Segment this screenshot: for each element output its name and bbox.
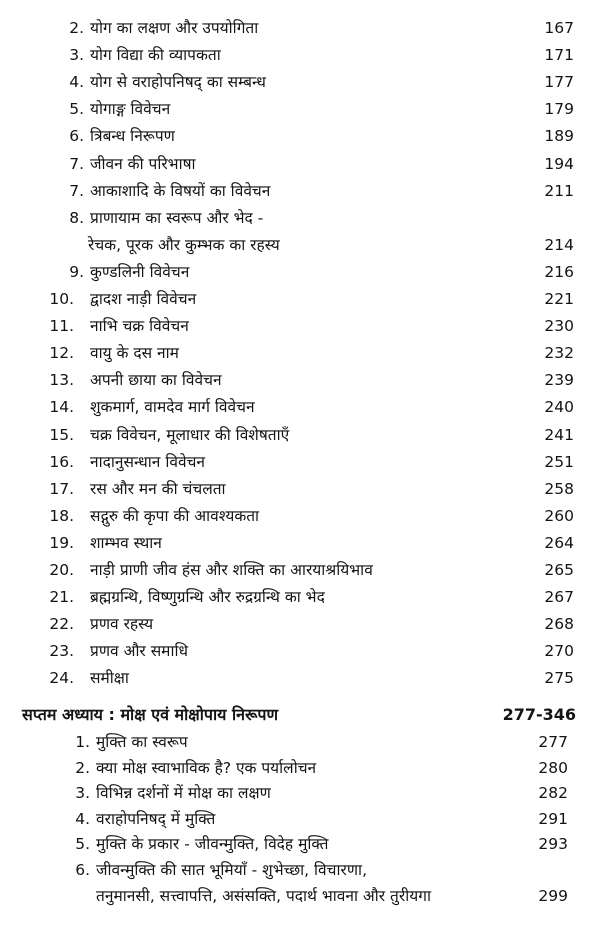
toc-entry [0, 637, 600, 665]
toc-entry [0, 664, 600, 692]
entry-number: 18. [49, 506, 74, 525]
toc-entry [0, 583, 600, 611]
entry-page-number: 177 [544, 73, 574, 92]
entry-number: 1. [75, 733, 90, 751]
toc-entry [0, 177, 600, 205]
toc-entry [0, 14, 600, 42]
entry-number: 4. [75, 809, 90, 828]
entry-number: 8. [69, 208, 84, 227]
entry-title: कुण्डलिनी विवेचन [90, 262, 190, 281]
entry-number: 2. [69, 19, 84, 37]
entry-number: 2. [75, 758, 90, 777]
entry-page-number: 293 [538, 835, 568, 854]
entry-number: 20. [49, 561, 74, 579]
entry-title: जीवन्मुक्ति की सात भूमियाँ - शुभेच्छा, विचारणा, [96, 861, 367, 879]
entry-title: सद्गुरु की कृपा की आवश्यकता [90, 506, 260, 525]
entry-title: प्रणव और समाधि [90, 642, 189, 661]
toc-entry [0, 41, 600, 69]
entry-number: 16. [49, 452, 74, 471]
entry-page-number: 232 [544, 344, 574, 363]
entry-number: 21. [49, 588, 74, 607]
toc-entry [0, 529, 600, 557]
entry-page-number: 179 [544, 100, 574, 119]
entry-page-number: 258 [544, 479, 574, 498]
entry-title: योग से वराहोपनिषद् का सम्बन्ध [90, 73, 266, 92]
toc-entry [0, 150, 600, 178]
entry-title: विभिन्न दर्शनों में मोक्ष का लक्षण [96, 784, 271, 803]
toc-entry [0, 204, 600, 232]
entry-page-number: 299 [538, 886, 568, 905]
entry-title: आकाशादि के विषयों का विवेचन [90, 181, 271, 200]
toc-entry [0, 856, 600, 884]
chapter-title: सप्तम अध्याय : मोक्ष एवं मोक्षोपाय निरूपण [22, 705, 279, 724]
toc-entry [0, 393, 600, 421]
entry-title: समीक्षा [90, 669, 129, 688]
entry-title: त्रिबन्ध निरूपण [90, 127, 175, 146]
entry-title: जीवन की परिभाषा [90, 154, 196, 173]
entry-page-number: 277 [538, 733, 568, 751]
toc-entry [0, 754, 600, 782]
entry-page-number: 211 [544, 181, 574, 200]
toc-entry [0, 882, 600, 910]
entry-number: 15. [49, 425, 74, 444]
entry-page-number: 221 [544, 290, 574, 308]
entry-title: द्वादश नाड़ी विवेचन [90, 290, 197, 308]
entry-number: 6. [69, 127, 84, 146]
entry-title: वराहोपनिषद् में मुक्ति [96, 809, 216, 828]
toc-entry [0, 122, 600, 150]
entry-title: प्रणव रहस्य [90, 615, 154, 634]
toc-entry [0, 728, 600, 756]
entry-title: नाड़ी प्राणी जीव हंस और शक्ति का आरयाश्रयिभाव [90, 561, 373, 579]
toc-entry [0, 421, 600, 449]
toc-entry [0, 610, 600, 638]
entry-title: योग का लक्षण और उपयोगिता [90, 19, 259, 37]
entry-title: ब्रह्मग्रन्थि, विष्णुग्रन्थि और रुद्रग्रन्थि का भेद [90, 588, 325, 607]
entry-page-number: 291 [538, 809, 568, 828]
toc-entry [0, 779, 600, 807]
entry-title: नाभि चक्र विवेचन [90, 317, 189, 336]
entry-number: 17. [49, 479, 74, 498]
entry-number: 14. [49, 398, 74, 417]
entry-number: 6. [75, 861, 90, 879]
entry-title: मुक्ति का स्वरूप [96, 733, 188, 751]
entry-page-number: 239 [544, 371, 574, 390]
entry-title: मुक्ति के प्रकार - जीवन्मुक्ति, विदेह मुक्ति [96, 835, 329, 854]
entry-title: योग विद्या की व्यापकता [90, 46, 221, 65]
entry-number: 23. [49, 642, 74, 661]
chapter-heading [0, 700, 600, 730]
entry-title: तनुमानसी, सत्त्वापत्ति, असंसक्ति, पदार्थ भावना और तुरीयगा [96, 886, 431, 905]
entry-page-number: 275 [544, 669, 574, 688]
entry-page-number: 171 [544, 46, 574, 65]
toc-entry [0, 258, 600, 286]
entry-title: नादानुसन्धान विवेचन [90, 452, 206, 471]
entry-page-number: 265 [544, 561, 574, 579]
toc-entry [0, 448, 600, 476]
toc-entry [0, 339, 600, 367]
entry-page-number: 268 [544, 615, 574, 634]
entry-number: 12. [49, 344, 74, 363]
toc-entry [0, 312, 600, 340]
entry-page-number: 264 [544, 533, 574, 552]
entry-title: शाम्भव स्थान [90, 533, 162, 552]
entry-page-number: 241 [544, 425, 574, 444]
toc-entry [0, 475, 600, 503]
entry-page-number: 270 [544, 642, 574, 661]
entry-title: रस और मन की चंचलता [90, 479, 226, 498]
entry-number: 24. [49, 669, 74, 688]
toc-entry [0, 830, 600, 858]
entry-number: 9. [69, 262, 84, 281]
toc-entry [0, 366, 600, 394]
entry-title: शुकमार्ग, वामदेव मार्ग विवेचन [90, 398, 255, 417]
entry-page-number: 214 [544, 235, 574, 254]
entry-number: 19. [49, 533, 74, 552]
toc-entry [0, 68, 600, 96]
toc-entry [0, 95, 600, 123]
entry-title: वायु के दस नाम [90, 344, 179, 363]
toc-entry [0, 285, 600, 313]
entry-page-number: 230 [544, 317, 574, 336]
entry-title: रेचक, पूरक और कुम्भक का रहस्य [88, 235, 280, 254]
entry-page-number: 260 [544, 506, 574, 525]
entry-number: 7. [69, 154, 84, 173]
entry-page-number: 167 [544, 19, 574, 37]
entry-number: 5. [75, 835, 90, 854]
entry-page-number: 267 [544, 588, 574, 607]
entry-number: 4. [69, 73, 84, 92]
entry-number: 3. [75, 784, 90, 803]
toc-entry [0, 556, 600, 584]
entry-page-number: 194 [544, 154, 574, 173]
entry-title: क्या मोक्ष स्वाभाविक है? एक पर्यालोचन [96, 758, 317, 777]
entry-number: 10. [49, 290, 74, 308]
entry-title: प्राणायाम का स्वरूप और भेद - [90, 208, 264, 227]
entry-number: 11. [49, 317, 74, 336]
entry-number: 7. [69, 181, 84, 200]
entry-page-number: 189 [544, 127, 574, 146]
entry-page-number: 240 [544, 398, 574, 417]
entry-page-number: 282 [538, 784, 568, 803]
entry-page-number: 251 [544, 452, 574, 471]
entry-number: 13. [49, 371, 74, 390]
toc-entry [0, 231, 600, 259]
toc-entry [0, 502, 600, 530]
entry-number: 22. [49, 615, 74, 634]
entry-title: अपनी छाया का विवेचन [90, 371, 222, 390]
entry-page-number: 280 [538, 758, 568, 777]
entry-number: 5. [69, 100, 84, 119]
chapter-page-range: 277-346 [502, 705, 576, 724]
toc-entry [0, 805, 600, 833]
entry-number: 3. [69, 46, 84, 65]
entry-title: योगाङ्ग विवेचन [90, 100, 171, 119]
entry-title: चक्र विवेचन, मूलाधार की विशेषताएँ [90, 425, 290, 444]
entry-page-number: 216 [544, 262, 574, 281]
